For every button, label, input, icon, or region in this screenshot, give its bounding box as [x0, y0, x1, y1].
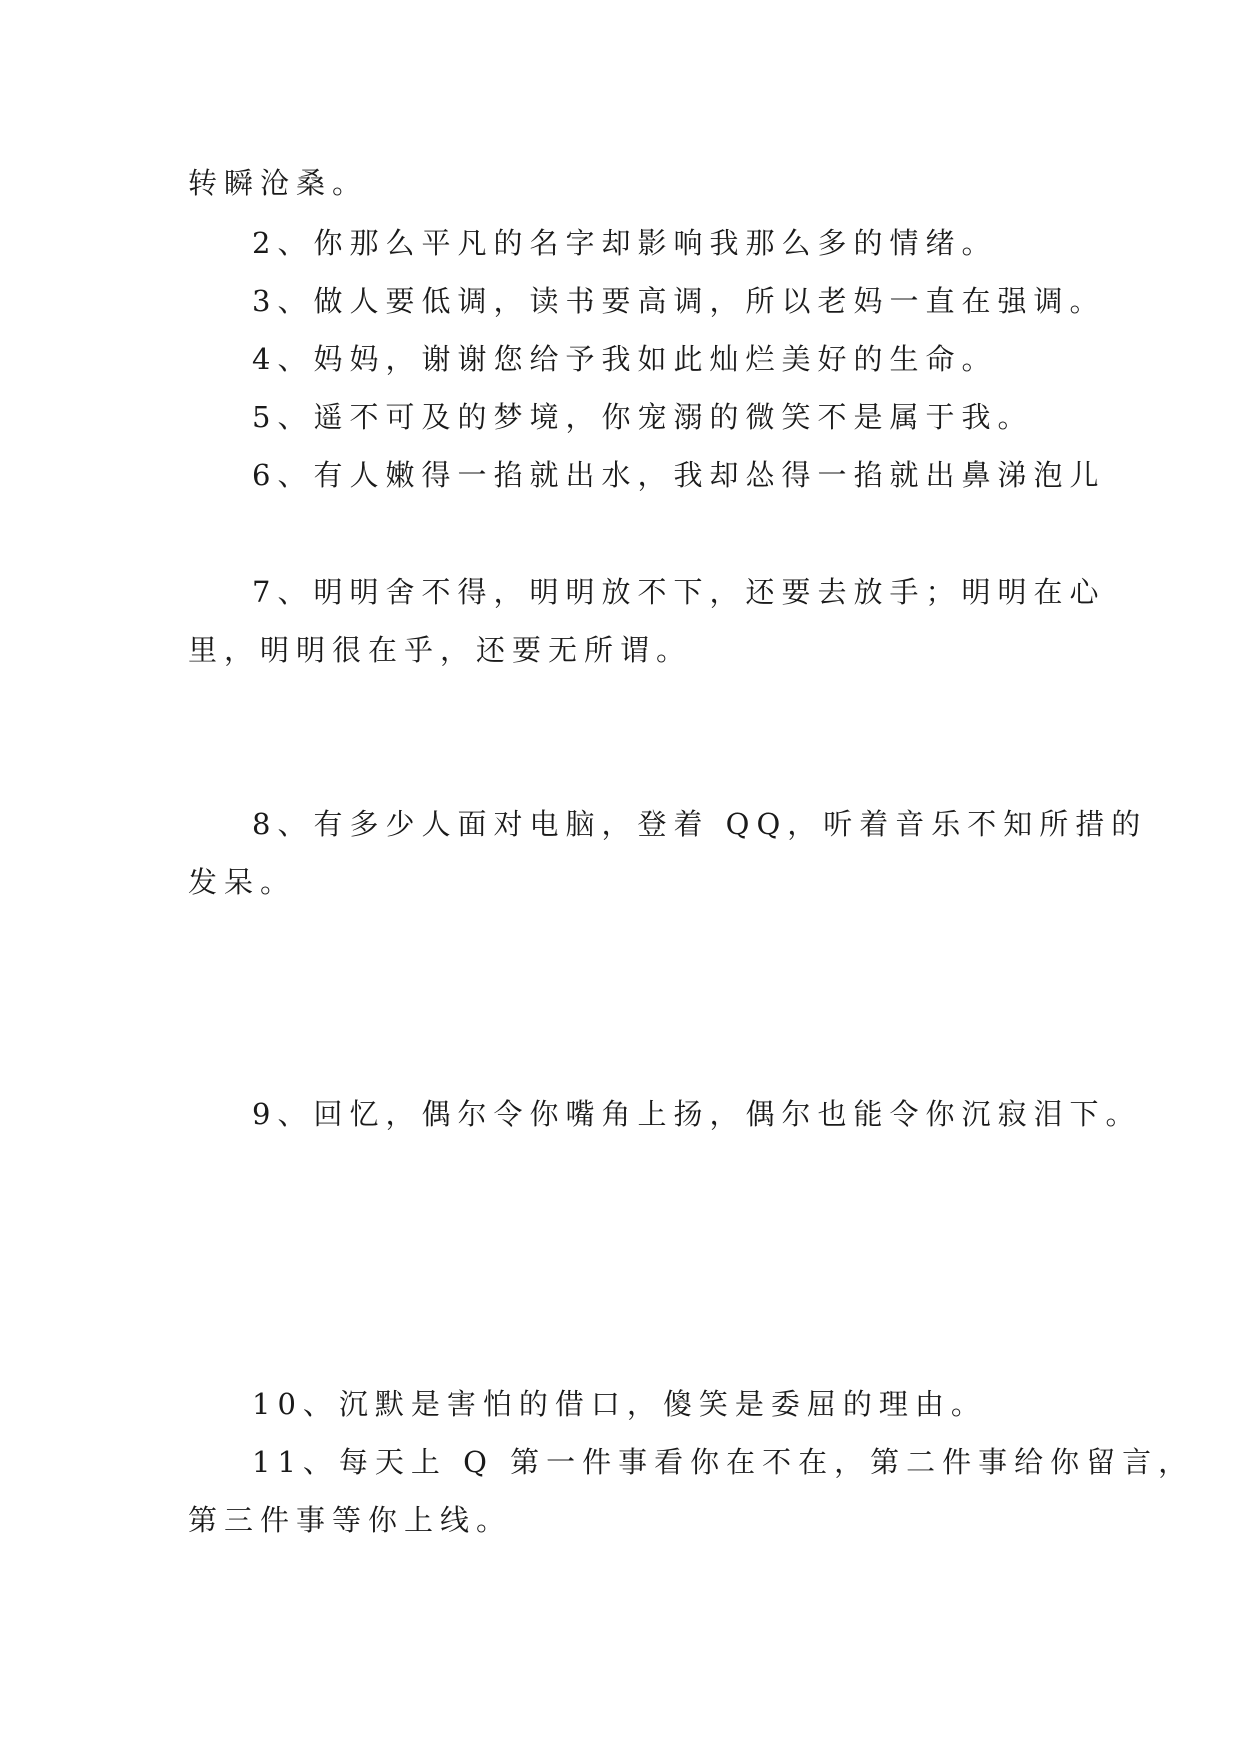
paragraph-line: 6、有人嫩得一掐就出水，我却怂得一掐就出鼻涕泡儿: [252, 458, 1106, 492]
paragraph-line: 5、遥不可及的梦境，你宠溺的微笑不是属于我。: [252, 400, 1034, 434]
paragraph-line: 10、沉默是害怕的借口，傻笑是委屈的理由。: [252, 1387, 987, 1421]
paragraph-line: 转瞬沧桑。: [188, 166, 369, 200]
paragraph-line: 第三件事等你上线。: [188, 1503, 513, 1537]
paragraph-line: 11、每天上 Q 第一件事看你在不在，第二件事给你留言，: [252, 1445, 1195, 1479]
paragraph-line: 3、做人要低调，读书要高调，所以老妈一直在强调。: [252, 284, 1106, 318]
paragraph-line: 8、有多少人面对电脑，登着 QQ，听着音乐不知所措的: [252, 807, 1148, 841]
paragraph-line: 7、明明舍不得，明明放不下，还要去放手；明明在心: [252, 575, 1106, 609]
paragraph-line: 里，明明很在乎，还要无所谓。: [188, 633, 693, 667]
paragraph-line: 发呆。: [188, 865, 297, 899]
paragraph-line: 9、回忆，偶尔令你嘴角上扬，偶尔也能令你沉寂泪下。: [252, 1097, 1142, 1131]
paragraph-line: 2、你那么平凡的名字却影响我那么多的情绪。: [252, 226, 998, 260]
paragraph-line: 4、妈妈，谢谢您给予我如此灿烂美好的生命。: [252, 342, 998, 376]
